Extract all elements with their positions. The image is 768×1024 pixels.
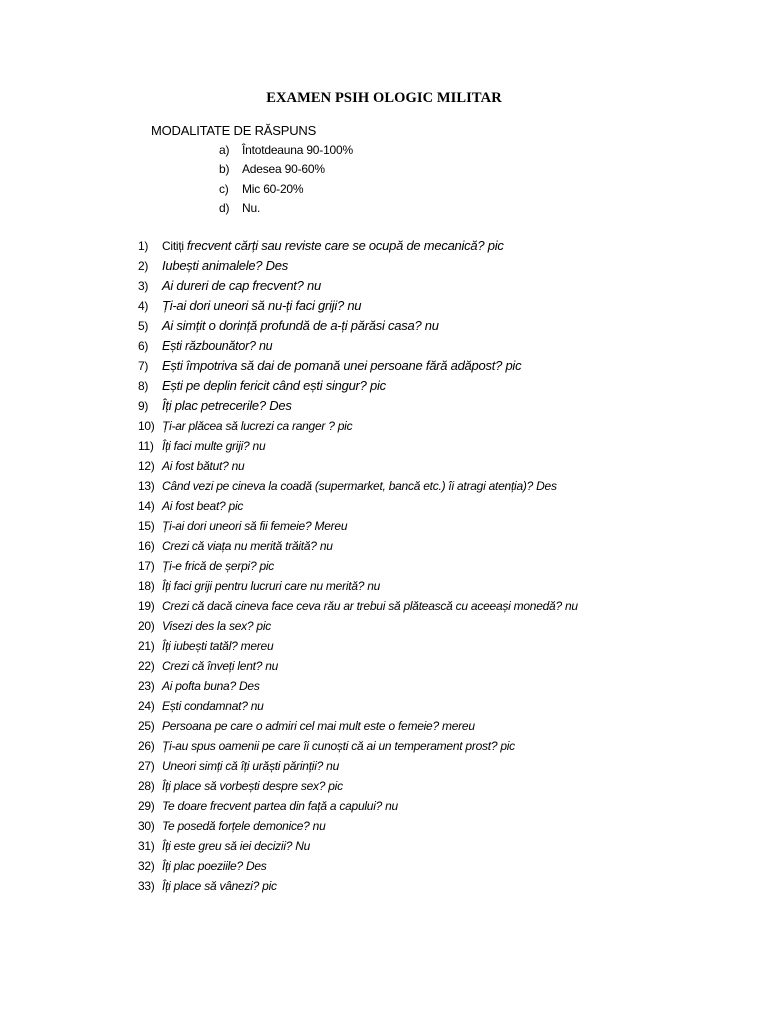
question-item bbox=[138, 556, 578, 576]
question-item bbox=[138, 636, 578, 656]
question-number: 15) bbox=[138, 519, 155, 533]
question-number: 24) bbox=[138, 699, 155, 713]
option-letter: c) bbox=[219, 181, 229, 196]
question-number: 4) bbox=[138, 299, 149, 313]
question-text: Ți-ai dori uneori să fii femeie? Mereu bbox=[162, 519, 348, 533]
question-number: 32) bbox=[138, 859, 155, 873]
question-text: Ai fost beat? pic bbox=[162, 499, 244, 513]
question-item bbox=[138, 276, 578, 296]
question-text: Te doare frecvent partea din față a capului? nu bbox=[162, 799, 398, 813]
question-number: 12) bbox=[138, 459, 155, 473]
question-number: 31) bbox=[138, 839, 155, 853]
question-item bbox=[138, 436, 578, 456]
question-number: 13) bbox=[138, 479, 155, 493]
answer-option bbox=[219, 142, 353, 161]
question-number: 6) bbox=[138, 339, 149, 353]
question-item bbox=[138, 876, 578, 896]
question-number: 3) bbox=[138, 279, 149, 293]
question-number: 9) bbox=[138, 399, 149, 413]
option-text: Mic 60-20% bbox=[242, 181, 304, 196]
question-item bbox=[138, 576, 578, 596]
question-item bbox=[138, 656, 578, 676]
question-prefix: Citiți bbox=[162, 239, 187, 253]
question-item bbox=[138, 596, 578, 616]
question-text: Ți-ar plăcea să lucrezi ca ranger ? pic bbox=[162, 419, 353, 433]
option-letter: b) bbox=[219, 162, 230, 177]
question-text: Iubești animalele? Des bbox=[162, 258, 289, 273]
question-number: 18) bbox=[138, 579, 155, 593]
question-text: Când vezi pe cineva la coadă (supermarket, bancă etc.) îi atragi atenția)? Des bbox=[162, 479, 557, 493]
question-text: Crezi că înveți lent? nu bbox=[162, 659, 279, 673]
question-text: Îți plac poeziile? Des bbox=[162, 859, 267, 873]
question-text: Ești pe deplin fericit când ești singur? pic bbox=[162, 378, 386, 393]
question-item bbox=[138, 476, 578, 496]
question-number: 8) bbox=[138, 379, 149, 393]
question-item bbox=[138, 836, 578, 856]
question-number: 29) bbox=[138, 799, 155, 813]
question-item bbox=[138, 336, 578, 356]
question-text: Ești împotriva să dai de pomană unei persoane fără adăpost? pic bbox=[162, 358, 522, 373]
question-item bbox=[138, 236, 578, 256]
document-title: EXAMEN PSIH OLOGIC MILITAR bbox=[266, 90, 502, 106]
question-number: 26) bbox=[138, 739, 155, 753]
question-number: 23) bbox=[138, 679, 155, 693]
option-text: Nu. bbox=[242, 200, 261, 215]
question-item bbox=[138, 816, 578, 836]
question-number: 30) bbox=[138, 819, 155, 833]
question-text: Ți-e frică de șerpi? pic bbox=[162, 559, 275, 573]
question-number: 28) bbox=[138, 779, 155, 793]
question-text: Crezi că dacă cineva face ceva rău ar trebui să plătească cu aceeași monedă? nu bbox=[162, 599, 578, 613]
question-number: 33) bbox=[138, 879, 155, 893]
option-letter: a) bbox=[219, 143, 230, 157]
question-item bbox=[138, 736, 578, 756]
question-text: Visezi des la sex? pic bbox=[162, 619, 272, 633]
question-item bbox=[138, 716, 578, 736]
question-text: Ți-au spus oamenii pe care îi cunoști că ai un temperament prost? pic bbox=[162, 739, 515, 753]
question-text: Te posedă forțele demonice? nu bbox=[162, 819, 326, 833]
question-list bbox=[138, 236, 578, 896]
question-number: 11) bbox=[138, 439, 154, 453]
question-item bbox=[138, 856, 578, 876]
question-number: 5) bbox=[138, 319, 149, 333]
question-item bbox=[138, 516, 578, 536]
answer-option bbox=[219, 200, 353, 219]
question-number: 10) bbox=[138, 419, 155, 433]
question-item bbox=[138, 696, 578, 716]
answer-modality-heading: MODALITATE DE RĂSPUNS bbox=[151, 123, 317, 138]
question-item bbox=[138, 756, 578, 776]
question-item bbox=[138, 776, 578, 796]
question-item bbox=[138, 256, 578, 276]
question-item bbox=[138, 356, 578, 376]
question-text: Îți plac petrecerile? Des bbox=[162, 398, 292, 413]
question-text: Ai simțit o dorință profundă de a-ți părăsi casa? nu bbox=[162, 318, 439, 333]
question-text: Îți place să vânezi? pic bbox=[162, 879, 277, 893]
answer-option bbox=[219, 161, 353, 180]
question-text: Crezi că viața nu merită trăită? nu bbox=[162, 539, 333, 553]
question-item bbox=[138, 316, 578, 336]
question-number: 21) bbox=[138, 639, 155, 653]
question-number: 17) bbox=[138, 559, 155, 573]
question-item bbox=[138, 796, 578, 816]
question-item bbox=[138, 616, 578, 636]
question-text: Îți este greu să iei decizii? Nu bbox=[162, 839, 311, 853]
question-number: 1) bbox=[138, 239, 149, 253]
question-number: 7) bbox=[138, 359, 149, 373]
question-item bbox=[138, 416, 578, 436]
question-text: Îți faci griji pentru lucruri care nu merită? nu bbox=[162, 579, 381, 593]
question-item bbox=[138, 296, 578, 316]
question-item bbox=[138, 496, 578, 516]
question-body: frecvent cărți sau reviste care se ocupă de mecanică? pic bbox=[186, 238, 504, 253]
question-item bbox=[138, 376, 578, 396]
question-text: Uneori simți că îți urăști părinții? nu bbox=[162, 759, 339, 773]
question-text: Ai dureri de cap frecvent? nu bbox=[162, 278, 321, 293]
question-text: Îți place să vorbești despre sex? pic bbox=[162, 779, 343, 793]
question-text: Ai pofta buna? Des bbox=[162, 679, 260, 693]
question-number: 27) bbox=[138, 759, 155, 773]
question-number: 16) bbox=[138, 539, 155, 553]
question-item bbox=[138, 456, 578, 476]
option-letter: d) bbox=[219, 200, 230, 215]
question-item bbox=[138, 536, 578, 556]
question-item bbox=[138, 396, 578, 416]
question-number: 22) bbox=[138, 659, 155, 673]
question-text: Persoana pe care o admiri cel mai mult este o femeie? mereu bbox=[162, 719, 475, 733]
option-text: Adesea 90-60% bbox=[242, 162, 325, 177]
question-text: Ești condamnat? nu bbox=[162, 699, 264, 713]
question-text: Ești războunător? nu bbox=[162, 339, 273, 353]
answer-option bbox=[219, 181, 353, 200]
option-text: Întotdeauna 90-100% bbox=[242, 143, 353, 157]
question-number: 14) bbox=[138, 499, 155, 513]
question-text: Ai fost bătut? nu bbox=[162, 459, 245, 473]
question-text: Îți iubești tatăl? mereu bbox=[162, 639, 274, 653]
question-text: Îți faci multe griji? nu bbox=[162, 439, 266, 453]
question-number: 25) bbox=[138, 719, 155, 733]
question-number: 19) bbox=[138, 599, 155, 613]
question-item bbox=[138, 676, 578, 696]
question-text bbox=[162, 236, 504, 256]
question-text: Ți-ai dori uneori să nu-ți faci griji? nu bbox=[162, 298, 362, 313]
question-number: 2) bbox=[138, 259, 149, 273]
answer-options-list bbox=[219, 142, 353, 219]
question-number: 20) bbox=[138, 619, 155, 633]
